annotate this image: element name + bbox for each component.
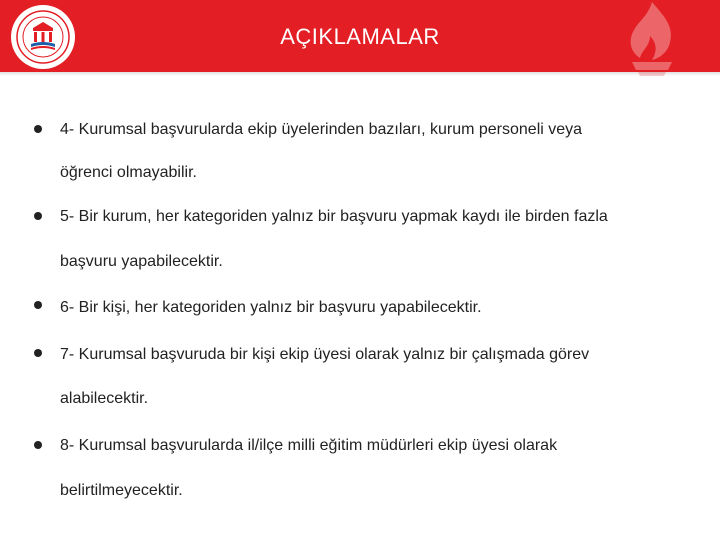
page-title: AÇIKLAMALAR xyxy=(280,24,440,49)
list-item-line: 6- Bir kişi, her kategoriden yalnız bir başvuru yapabilecektir. xyxy=(60,299,482,316)
list-item-line: başvuru yapabilecektir. xyxy=(60,253,223,270)
bullet-icon xyxy=(34,441,42,449)
list-item-line: 8- Kurumsal başvurularda il/ilçe milli eğitim müdürleri ekip üyesi olarak xyxy=(60,437,558,454)
list-item-line: alabilecektir. xyxy=(60,390,149,407)
list-item-line: öğrenci olmayabilir. xyxy=(60,164,197,181)
bullet-icon xyxy=(34,125,42,133)
list-item-line: 4- Kurumsal başvurularda ekip üyelerinden bazıları, kurum personeli veya xyxy=(60,121,583,138)
bullet-icon xyxy=(34,212,42,220)
list-item-line: 7- Kurumsal başvuruda bir kişi ekip üyesi olarak yalnız bir çalışmada görev xyxy=(60,346,590,363)
list-item-line: 5- Bir kurum, her kategoriden yalnız bir başvuru yapmak kaydı ile birden fazla xyxy=(60,208,608,225)
bullet-icon xyxy=(34,349,42,357)
bullet-icon xyxy=(34,301,42,309)
list-item-line: belirtilmeyecektir. xyxy=(60,482,183,499)
